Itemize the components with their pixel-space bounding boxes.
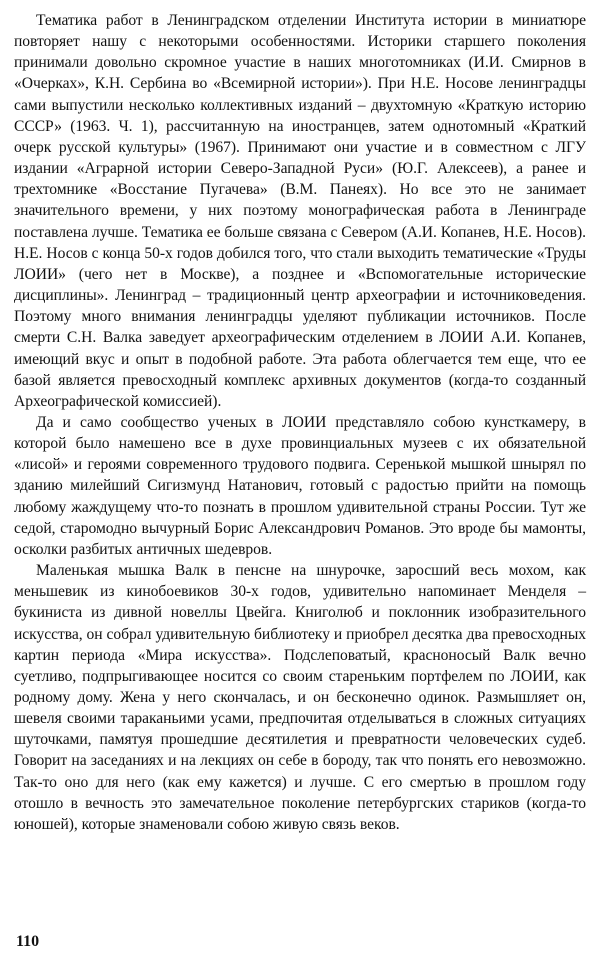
paragraph-3: Маленькая мышка Валк в пенсне на шнурочке, заросший весь мохом, как меньшевик из кинобоевиков 30-х годов, удивительно напоминает Менделя – букиниста из дивной новеллы Цвейга. Книголюб и поклонник изобразительного искусства, он собрал удивительную библиотеку и приобрел десятка два превосходных картин периода «Мира искусства». Подслеповатый, красноносый Валк вечно суетливо, подпрыгивающее носится со своим стареньким портфелем по ЛОИИ, как родному дому. Жена у него скончалась, и он бесконечно одинок. Размышляет он, шевеля своими тараканьими усами, предпочитая отделываться в сложных ситуациях шуточками, памятуя прошедшие десятилетия и превратности человеческих судеб. Говорит на заседаниях и на лекциях он себе в бороду, так что понять его невозможно. Так-то оно для него (как ему кажется) и лучше. С его смертью в прошлом году отошло в вечность это замечательное поколение петербургских стариков (когда-то юношей), которые знаменовали собою живую связь веков.: [14, 562, 586, 833]
book-page: [14, 10, 586, 953]
paragraph-1: Тематика работ в Ленинградском отделении Института истории в миниатюре повторяет нашу с некоторыми особенностями. Историки старшего поколения принимали довольно скромное участие в наших многотомниках (И.И. Смирнов в «Очерках», К.Н. Сербина во «Всемирной истории»). При Н.Е. Носове ленинградцы сами выпустили несколько коллективных изданий – двухтомную «Краткую историю СССР» (1963. Ч. 1), рассчитанную на иностранцев, затем однотомный «Краткий очерк русской культуры» (1967). Принимают они участие и в совместном с ЛГУ издании «Аграрной истории Северо-Западной Руси» (Ю.Г. Алексеев), а ранее и трехтомнике «Восстание Пугачева» (В.М. Панеях). Но все это не занимает значительного времени, у них поэтому монографическая работа в Ленинграде поставлена лучше. Тематика ее больше связана с Севером (А.И. Копанев, Н.Е. Носов). Н.Е. Носов с конца 50-х годов добился того, что стали выходить тематические «Труды ЛОИИ» (чего нет в Москве), а позднее и «Вспомогательные исторические дисциплины». Ленинград – традиционный центр археографии и источниковедения. Поэтому много внимания ленинградцы уделяют публикации источников. После смерти С.Н. Валка заведует археографическим отделением в ЛОИИ А.И. Копанев, имеющий вкус и опыт в подобной работе. Эта работа облегчается тем еще, что ее базой является превосходный комплекс архивных документов (когда-то созданный Археографической комиссией).: [14, 12, 586, 410]
body-text: [14, 10, 586, 835]
paragraph-2: Да и само сообщество ученых в ЛОИИ представляло собою кунсткамеру, в которой было намешено все в духе провинциальных музеев с их обязательной «лисой» и героями современного трудового подвига. Серенькой мышкой шнырял по зданию милейший Сигизмунд Натанович, готовый с радостью прийти на помощь любому жаждущему что-то познать в прошлом удивительной страны России. Тут же седой, старомодно вычурный Борис Александрович Романов. Это вроде бы мамонты, осколки разбитых античных шедевров.: [14, 413, 586, 558]
page-number: 110: [16, 933, 40, 950]
